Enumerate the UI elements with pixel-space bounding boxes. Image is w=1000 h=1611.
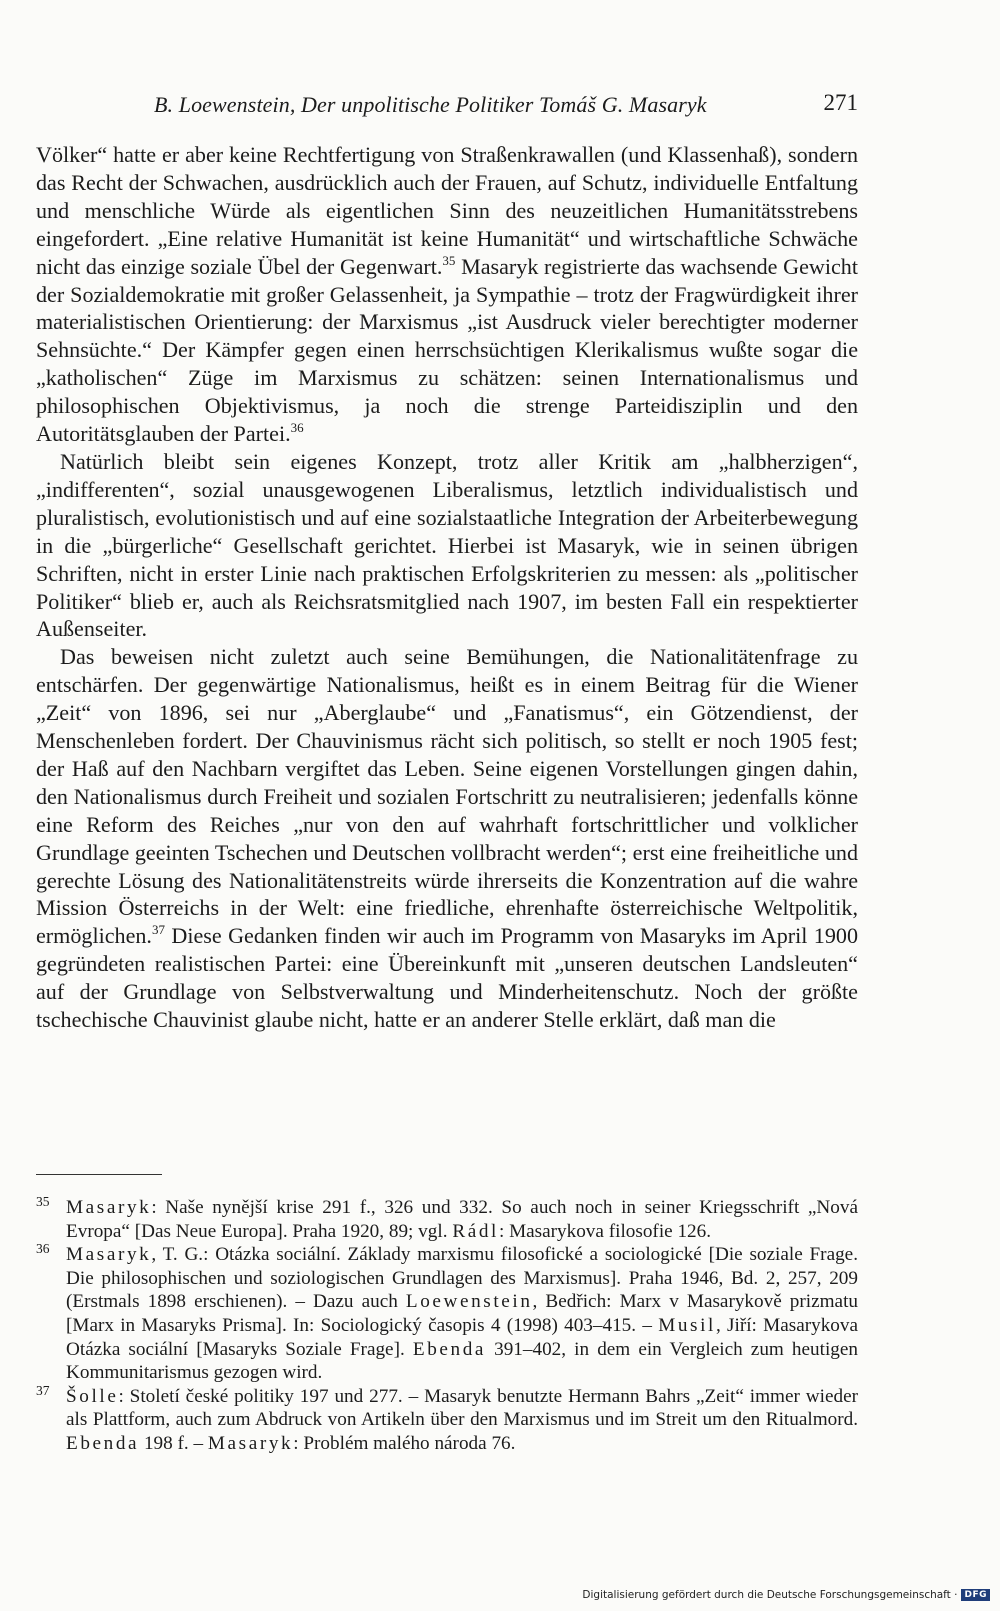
footnote-35: 35 Masaryk: Naše nynější krise 291 f., 326 und 332. So auch noch in seiner Kriegsschrift „Nová Evropa“ [Das Neue Europa]. Praha 1920, 89; vgl. Rádl: Masarykova filosofie 126. — [36, 1196, 858, 1243]
footnote-divider — [36, 1174, 162, 1175]
digitization-footer — [582, 1589, 990, 1601]
footnote-37: 37 Šolle: Století české politiky 197 und 277. – Masaryk benutzte Hermann Bahrs „Zeit“ immer wieder als Plattform, auch zum Abdruck von Artikeln über den Marxismus und im Streit um den Ritualmord. Ebenda 198 f. – Masaryk: Problém malého národa 76. — [36, 1385, 858, 1456]
paragraph-2: Natürlich bleibt sein eigenes Konzept, trotz aller Kritik am „halbherzigen“, „indifferenten“, sozial unausgewogenen Liberalismus, letztlich individualistisch und pluralistisch, evolutionistisch und auf eine sozialstaatliche Integration der Arbeiterbewegung in die „bürgerliche“ Gesellschaft gerichtet. Hierbei ist Masaryk, wie in seinen übrigen Schriften, nicht in erster Linie nach praktischen Erfolgskriterien zu messen: als „politischer Politiker“ blieb er, auch als Reichsratsmitglied nach 1907, im besten Fall ein respektierter Außenseiter. — [36, 448, 858, 642]
footnote-number: 37 — [36, 1382, 50, 1398]
footnote-36: 36 Masaryk, T. G.: Otázka sociální. Základy marxismu filosofické a sociologické [Die soziale Frage. Die philosophischen und soziologischen Grundlagen des Marxismus]. Praha 1946, Bd. 2, 257, 209 (Erstmals 1898 erschienen). – Dazu auch Loewenstein, Bedřich: Marx v Masarykově prizmatu [Marx in Masaryks Prisma]. In: Sociologický časopis 4 (1998) 403–415. – Musil, Jiří: Masarykova Otázka sociální [Masaryks Soziale Frage]. Ebenda 391–402, in dem ein Vergleich zum heutigen Kommunitarismus gezogen wird. — [36, 1243, 858, 1385]
footnotes — [36, 1196, 858, 1456]
footnote-ref-36: 36 — [290, 420, 304, 436]
paragraph-3: Das beweisen nicht zuletzt auch seine Bemühungen, die Nationalitätenfrage zu entschärfen. Der gegenwärtige Nationalismus, heißt es in einem Beitrag für die Wiener „Zeit“ von 1896, sei nur „Aberglaube“ und „Fanatismus“, ein Götzendienst, der Menschenleben fordert. Der Chauvinismus rächt sich politisch, so stellt er noch 1905 fest; der Haß auf den Nachbarn vergiftet das Leben. Seine eigenen Vorstellungen gingen dahin, den Nationalismus durch Freiheit und sozialen Fortschritt zu neutralisieren; jedenfalls könne eine Reform des Reiches „nur von den auf wahrhaft fortschrittlicher und volklicher Grundlage geeinten Tschechen und Deutschen vollbracht werden“; erst eine freiheitliche und gerechte Lösung des Nationalitätenstreits würde ihrerseits die Konzentration auf die wahre Mission Österreichs in der Welt: eine friedliche, ehrenhafte österreichische Weltpolitik, ermöglichen.$^{37}$ Diese Gedanken finden wir auch im Programm von Masaryks im April 1900 gegründeten realistischen Partei: eine Übereinkunft mit „unseren deutschen Landsleuten“ auf der Grundlage von Selbstverwaltung und Minderheitenschutz. Noch der größte tschechische Chauvinist glaube nicht, hatte er an anderer Stelle erklärt, daß man die — [36, 644, 858, 1033]
page-number: 271 — [823, 90, 858, 115]
digitization-credit: Digitalisierung gefördert durch die Deutsche Forschungsgemeinschaft · — [582, 1589, 958, 1601]
footnote-number: 36 — [36, 1241, 50, 1257]
dfg-logo-icon: DFG — [961, 1589, 990, 1601]
main-text — [36, 141, 858, 1034]
running-title: B. Loewenstein, Der unpolitische Politiker Tomáš G. Masaryk — [154, 92, 707, 117]
page-header — [36, 88, 858, 128]
footnote-ref-35: 35 — [442, 252, 456, 268]
paragraph-1: Völker“ hatte er aber keine Rechtfertigung von Straßenkrawallen (und Klassenhaß), sondern das Recht der Schwachen, ausdrücklich auch der Frauen, auf Schutz, individuelle Entfaltung und menschliche Würde als eigentlichen Sinn des neuzeitlichen Humanitätsstrebens eingefordert. „Eine relative Humanität ist keine Humanität“ und wirtschaftliche Schwäche nicht das einzige soziale Übel der Gegenwart.$^{35}$ Masaryk registrierte das wachsende Gewicht der Sozialdemokratie mit großer Gelassenheit, ja Sympathie – trotz der Fragwürdigkeit ihrer materialistischen Orientierung: der Marxismus „ist Ausdruck vieler berechtigter moderner Sehnsüchte.“ Der Kämpfer gegen einen herrschsüchtigen Klerikalismus wußte sogar die „katholischen“ Züge im Marxismus zu schätzen: seinen Internationalismus und philosophischen Objektivismus, ja noch die strenge Parteidisziplin und den Autoritätsglauben der Partei.$^{36}$ — [36, 142, 858, 447]
footnote-ref-37: 37 — [151, 922, 165, 938]
footnote-number: 35 — [36, 1194, 50, 1209]
